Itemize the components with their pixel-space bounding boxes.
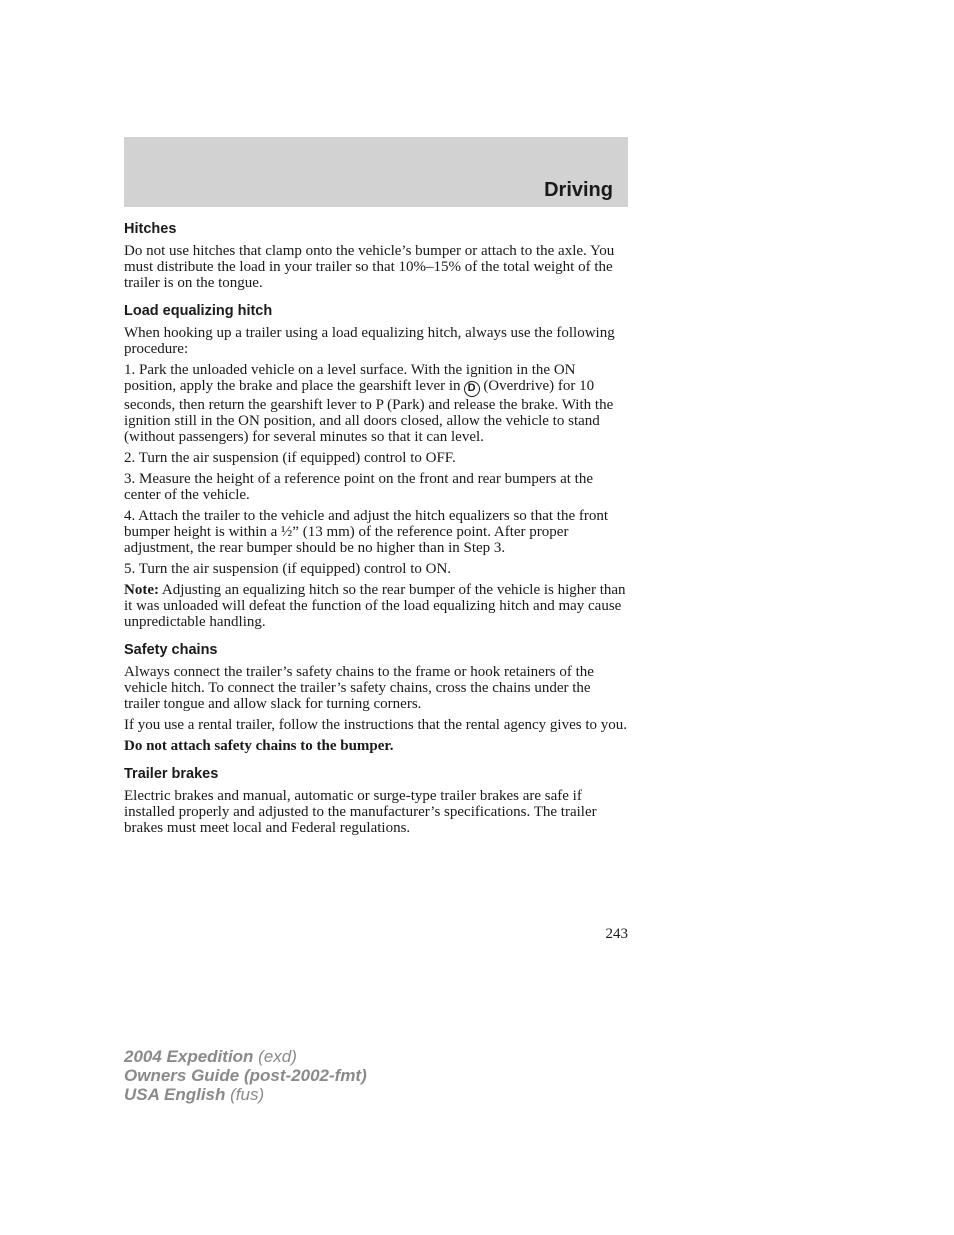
overdrive-d-icon: D — [464, 381, 480, 397]
section-title: Driving — [544, 179, 613, 201]
safety-chains-para-2: If you use a rental trailer, follow the instructions that the rental agency gives to you. — [124, 717, 627, 733]
step-4: 4. Attach the trailer to the vehicle and adjust the hitch equalizers so that the front bumper height is within a ½” (13 mm) of the reference point. After proper adjustment, the rear bumper should be no higher than in Step 3. — [124, 508, 609, 556]
section-header-band — [124, 137, 628, 207]
footer-language-code: (fus) — [230, 1085, 265, 1104]
step-2: 2. Turn the air suspension (if equipped) control to OFF. — [124, 450, 456, 466]
note-text: Adjusting an equalizing hitch so the rear bumper of the vehicle is higher than it was unloaded will defeat the function of the load equalizing hitch and may cause unpredictable handling. — [124, 582, 626, 630]
safety-chains-para-1: Always connect the trailer’s safety chains to the frame or hook retainers of the vehicle hitch. To connect the trailer’s safety chains, cross the chains under the trailer tongue and allow slack for turning corners. — [124, 664, 594, 712]
safety-chains-warning: Do not attach safety chains to the bumper. — [124, 738, 394, 754]
hitches-body: Do not use hitches that clamp onto the vehicle’s bumper or attach to the axle. You must distribute the load in your trailer so that 10%–15% of the total weight of the trailer is on the tongue. — [124, 243, 615, 291]
note-label: Note: — [124, 582, 159, 598]
footer-line-2: Owners Guide (post-2002-fmt) — [124, 1066, 367, 1085]
note — [124, 582, 628, 630]
footer-line-3 — [124, 1085, 367, 1104]
step-5: 5. Turn the air suspension (if equipped) control to ON. — [124, 561, 452, 577]
heading-hitches: Hitches — [124, 221, 177, 237]
heading-safety-chains: Safety chains — [124, 642, 218, 658]
document-footer — [124, 1047, 367, 1104]
footer-model-code: (exd) — [258, 1047, 297, 1066]
footer-model: 2004 Expedition — [124, 1047, 254, 1066]
heading-load-equalizing-hitch: Load equalizing hitch — [124, 303, 273, 319]
step-1-text-b: (Overdrive) for 10 seconds, then return the gearshift lever to P (Park) and release the brake. With the ignition still in the ON position, and all doors closed, allow the vehicle to stand (without passengers) for several minutes so that it can level. — [124, 378, 614, 445]
load-equalizing-intro: When hooking up a trailer using a load equalizing hitch, always use the following procedure: — [124, 325, 615, 357]
trailer-brakes-body: Electric brakes and manual, automatic or surge-type trailer brakes are safe if installed properly and adjusted to the manufacturer’s specifications. The trailer brakes must meet local and Federal regulations. — [124, 788, 597, 836]
footer-line-1 — [124, 1047, 367, 1066]
footer-language: USA English — [124, 1085, 226, 1104]
step-3: 3. Measure the height of a reference point on the front and rear bumpers at the center of the vehicle. — [124, 471, 593, 503]
heading-trailer-brakes: Trailer brakes — [124, 766, 219, 782]
page-number: 243 — [605, 926, 628, 942]
step-1 — [124, 362, 628, 445]
page-content — [124, 221, 628, 841]
step-1-text-a: 1. Park the unloaded vehicle on a level surface. With the ignition in the ON position, apply the brake and place the gearshift lever in — [124, 362, 576, 394]
